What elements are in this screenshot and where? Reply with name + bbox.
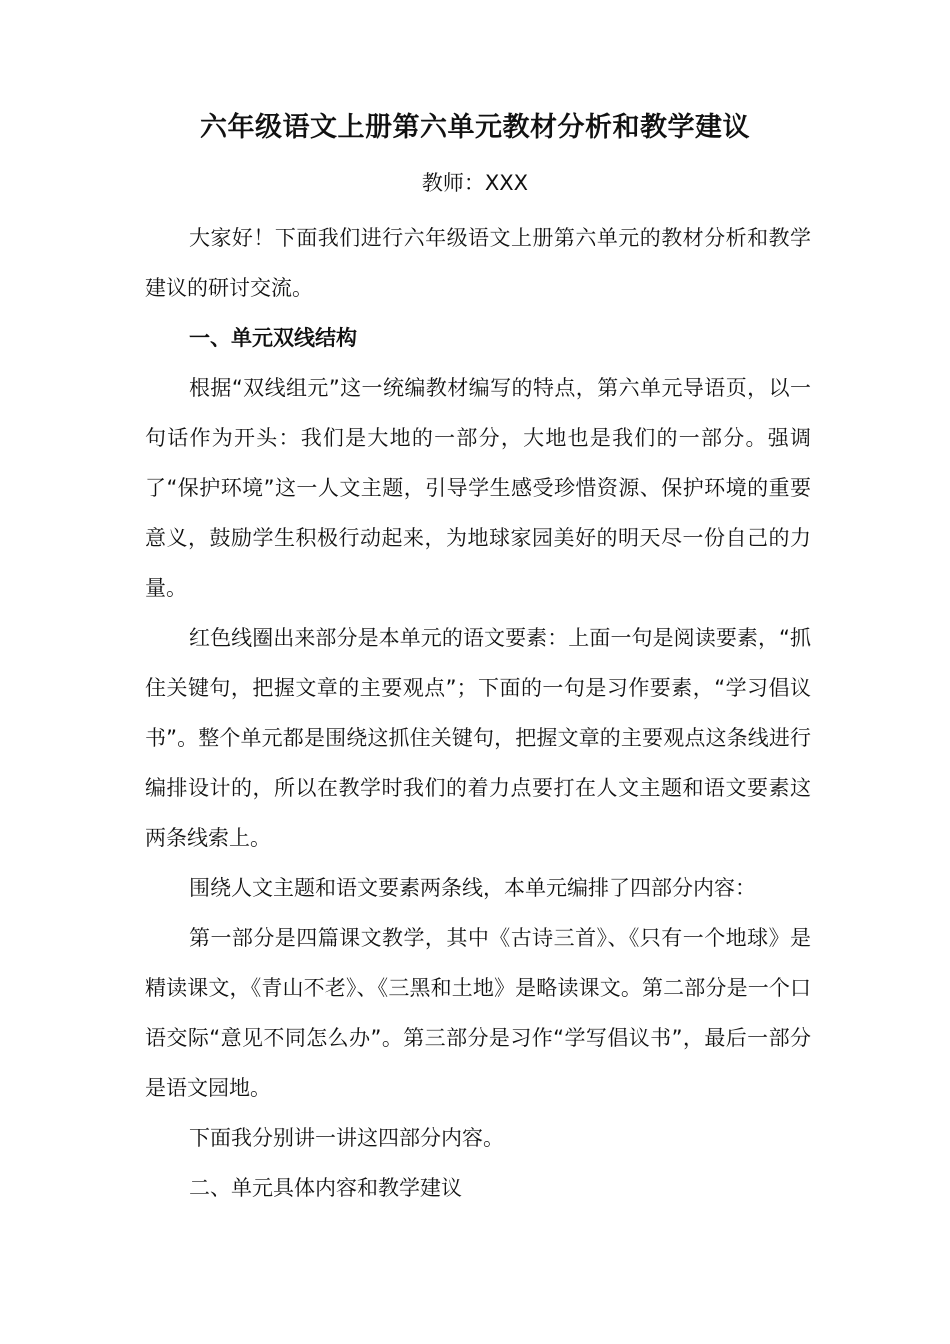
paragraph-language-elements: 红色线圈出来部分是本单元的语文要素：上面一句是阅读要素，“抓住关键句，把握文章的主要观点”；下面的一句是习作要素，“学习倡议书”。整个单元都是围绕这抓住关键句，把握文章的主要观点这条线进行编排设计的，所以在教学时我们的着力点要打在人文主题和语文要素这两条线索上。: [145, 626, 811, 850]
document-body: [145, 213, 811, 1213]
document-title: 六年级语文上册第六单元教材分析和教学建议: [200, 112, 750, 143]
section-heading-2: 二、单元具体内容和教学建议: [189, 1176, 462, 1200]
paragraph-four-parts-intro: 围绕人文主题和语文要素两条线，本单元编排了四部分内容：: [189, 876, 756, 900]
section-heading-1: 一、单元双线结构: [189, 326, 357, 350]
paragraph-four-parts-detail: 第一部分是四篇课文教学，其中《古诗三首》、《只有一个地球》是精读课文，《青山不老》、《三黑和土地》是略读课文。第二部分是一个口语交际“意见不同怎么办”。第三部分是习作“学写倡议书”，最后一部分是语文园地。: [145, 926, 811, 1100]
paragraph-greeting: 大家好！下面我们进行六年级语文上册第六单元的教材分析和教学建议的研讨交流。: [145, 226, 811, 300]
document-author: 教师：XXX: [421, 171, 529, 195]
paragraph-transition: 下面我分别讲一讲这四部分内容。: [189, 1126, 504, 1150]
paragraph-double-line: 根据“双线组元”这一统编教材编写的特点，第六单元导语页，以一句话作为开头：我们是大地的一部分，大地也是我们的一部分。强调了“保护环境”这一人文主题，引导学生感受珍惜资源、保护环境的重要意义，鼓励学生积极行动起来，为地球家园美好的明天尽一份自己的力量。: [145, 376, 811, 600]
